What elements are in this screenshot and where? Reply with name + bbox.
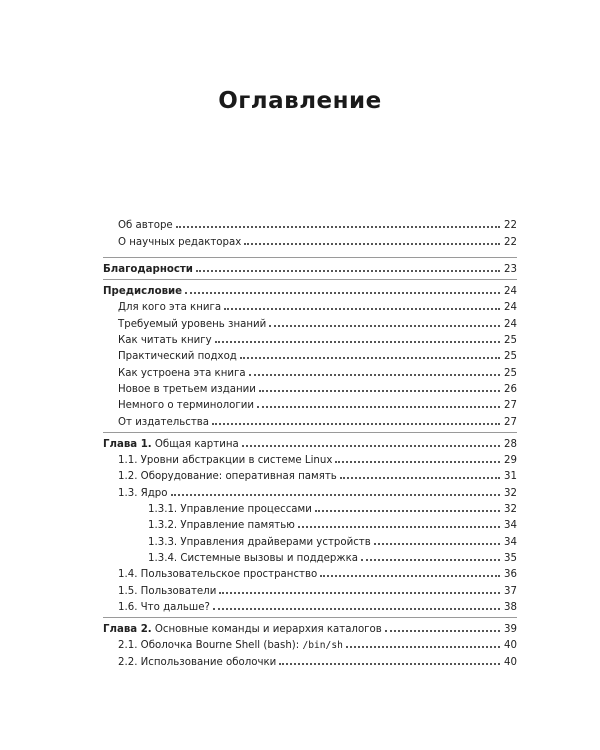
toc-entry-label: 2.2. Использование оболочки: [118, 656, 277, 668]
toc-entry-page: 25: [504, 351, 517, 363]
toc-entry: [103, 298, 517, 314]
toc-entry-label: 1.3.2. Управление памятью: [148, 520, 295, 532]
toc-entry: [103, 396, 517, 412]
toc-entry: [103, 412, 517, 428]
toc-entry: [103, 549, 517, 565]
toc-entry-label: Как устроена эта книга: [118, 367, 246, 379]
toc-entry-page: 38: [504, 601, 517, 613]
toc-entry-label: Немного о терминологии: [118, 400, 255, 412]
toc-chapter-prefix: Глава 1.: [103, 438, 152, 450]
page-title: Оглавление: [218, 88, 382, 114]
toc-entry-label: 1.3.1. Управление процессами: [148, 504, 312, 516]
toc-entry: [103, 279, 517, 298]
table-of-contents: [103, 216, 517, 669]
toc-entry: [103, 314, 517, 330]
toc-entry-label: Практический подход: [118, 351, 237, 363]
toc-entry-page: 22: [504, 220, 517, 232]
dot-leader: [374, 543, 500, 545]
dot-leader: [298, 526, 500, 528]
toc-entry-page: 24: [504, 302, 517, 314]
dot-leader: [185, 292, 500, 294]
toc-entry-label: Новое в третьем издании: [118, 383, 256, 395]
toc-entry-page: 27: [504, 416, 517, 428]
toc-entry: [103, 565, 517, 581]
toc-entry-label: От издательства: [118, 416, 210, 428]
toc-entry-label: Для кого эта книга: [118, 302, 222, 314]
dot-leader: [346, 646, 500, 648]
toc-entry-label: Глава 1. Общая картина: [103, 438, 239, 450]
toc-entry-page: 36: [504, 569, 517, 581]
toc-entry-label: 1.3. Ядро: [118, 487, 168, 499]
toc-entry: [103, 467, 517, 483]
toc-entry-page: 25: [504, 335, 517, 347]
toc-entry-label: Об авторе: [118, 220, 173, 232]
dot-leader: [240, 357, 500, 359]
dot-leader: [259, 390, 500, 392]
toc-entry: [103, 432, 517, 451]
toc-entry-page: 34: [504, 520, 517, 532]
toc-entry-page: 31: [504, 471, 517, 483]
dot-leader: [213, 608, 500, 610]
toc-entry-page: 25: [504, 367, 517, 379]
dot-leader: [269, 325, 500, 327]
toc-entry: [103, 347, 517, 363]
toc-entry-label: О научных редакторах: [118, 236, 242, 248]
toc-entry-page: 27: [504, 400, 517, 412]
dot-leader: [196, 270, 500, 272]
toc-chapter-prefix: Глава 2.: [103, 624, 152, 636]
toc-entry-label: 1.5. Пользователи: [118, 585, 217, 597]
dot-leader: [176, 226, 500, 228]
toc-entry-label: Как читать книгу: [118, 335, 212, 347]
dot-leader: [385, 630, 500, 632]
toc-entry: [103, 532, 517, 548]
toc-entry: [103, 331, 517, 347]
toc-entry: [103, 500, 517, 516]
toc-entry: [103, 598, 517, 614]
dot-leader: [224, 308, 500, 310]
dot-leader: [361, 559, 500, 561]
dot-leader: [242, 445, 500, 447]
toc-entry-label: Предисловие: [103, 286, 183, 298]
dot-leader: [244, 243, 500, 245]
toc-entry-label: Глава 2. Основные команды и иерархия каталогов: [103, 624, 382, 636]
toc-entry-page: 39: [504, 624, 517, 636]
dot-leader: [320, 575, 500, 577]
toc-entry: [103, 516, 517, 532]
toc-entry-page: 22: [504, 236, 517, 248]
toc-entry-page: 26: [504, 383, 517, 395]
toc-entry: [103, 581, 517, 597]
dot-leader: [171, 494, 501, 496]
toc-entry-page: 35: [504, 552, 517, 564]
dot-leader: [257, 406, 500, 408]
toc-entry: [103, 232, 517, 248]
toc-entry-page: 40: [504, 640, 517, 652]
toc-entry-page: 23: [504, 263, 517, 275]
toc-entry: [103, 363, 517, 379]
toc-entry-label: 1.2. Оборудование: оперативная память: [118, 471, 337, 483]
toc-entry: [103, 216, 517, 232]
toc-entry-page: 24: [504, 318, 517, 330]
toc-entry: [103, 380, 517, 396]
toc-entry-page: 32: [504, 487, 517, 499]
toc-entry-label: Благодарности: [103, 263, 193, 275]
toc-entry-label: 1.3.3. Управления драйверами устройств: [148, 536, 371, 548]
dot-leader: [249, 374, 500, 376]
dot-leader: [212, 423, 500, 425]
toc-entry-label: 2.1. Оболочка Bourne Shell (bash): /bin/sh: [118, 640, 343, 652]
toc-entry: [103, 451, 517, 467]
toc-entry: [103, 617, 517, 636]
toc-entry: [103, 483, 517, 499]
toc-entry-label: 1.3.4. Системные вызовы и поддержка: [148, 552, 358, 564]
toc-entry-page: 28: [504, 438, 517, 450]
dot-leader: [279, 663, 500, 665]
toc-entry: [103, 257, 517, 276]
toc-entry: [103, 652, 517, 668]
dot-leader: [215, 341, 500, 343]
toc-entry: [103, 636, 517, 652]
toc-entry-page: 34: [504, 536, 517, 548]
toc-entry-label: Требуемый уровень знаний: [118, 318, 267, 330]
toc-entry-page: 37: [504, 585, 517, 597]
toc-entry-page: 29: [504, 455, 517, 467]
dot-leader: [315, 510, 500, 512]
toc-entry-page: 40: [504, 656, 517, 668]
toc-entry-label: 1.4. Пользовательское пространство: [118, 569, 318, 581]
dot-leader: [335, 461, 500, 463]
toc-entry-label: 1.6. Что дальше?: [118, 601, 210, 613]
toc-entry-page: 24: [504, 286, 517, 298]
toc-entry-page: 32: [504, 504, 517, 516]
toc-entry-label: 1.1. Уровни абстракции в системе Linux: [118, 455, 333, 467]
dot-leader: [219, 592, 500, 594]
dot-leader: [340, 477, 500, 479]
